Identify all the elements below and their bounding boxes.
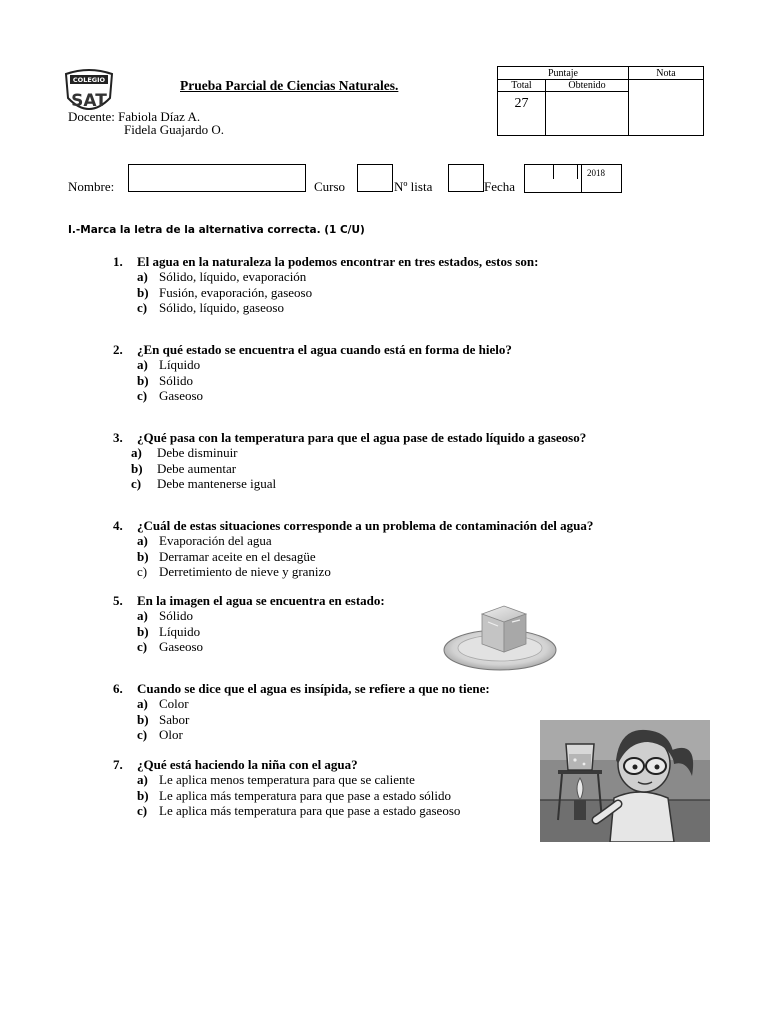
question-2 [113,342,512,404]
option-b[interactable]: b) Sólido [137,372,193,388]
option-b[interactable]: b) Le aplica más temperatura para que pase a estado sólido [137,787,452,803]
option-c[interactable]: c) Debe mantenerse igual [131,476,277,492]
obtenido-header: Obtenido [546,80,629,92]
fecha-label: Fecha [484,179,516,194]
question-number: 6. [113,681,123,696]
nlista-field[interactable] [448,164,484,192]
nota-cell[interactable] [629,80,704,136]
option-c[interactable]: c) Sólido, líquido, gaseoso [137,300,284,316]
option-b[interactable]: b) Derramar aceite en el desagüe [137,548,316,564]
option-b[interactable]: b) Debe aumentar [131,460,237,476]
ice-cube-image [442,592,562,674]
curso-field[interactable] [357,164,393,192]
option-a[interactable]: a) Sólido, líquido, evaporación [137,269,307,285]
option-c[interactable]: c) Derretimiento de nieve y granizo [137,564,331,580]
teacher-label: Docente: [68,109,115,124]
question-number: 3. [113,430,123,445]
nlista-label: Nº lista [394,179,433,194]
fecha-field[interactable] [524,164,622,193]
question-6 [113,681,490,743]
puntaje-header: Puntaje [498,67,629,80]
score-table [497,66,704,136]
curso-label: Curso [314,179,346,194]
teacher-name-2: Fidela Guajardo O. [124,122,225,137]
option-a[interactable]: a) Evaporación del agua [137,533,272,549]
option-b[interactable]: b) Líquido [137,623,201,639]
question-7 [113,757,460,819]
question-number: 7. [113,757,123,772]
question-number: 2. [113,342,123,357]
question-stem: ¿Qué está haciendo la niña con el agua? [137,757,358,772]
question-number: 1. [113,254,123,269]
option-a[interactable]: a) Debe disminuir [131,445,238,461]
option-a[interactable]: a) Le aplica menos temperatura para que se caliente [137,772,415,788]
option-c[interactable]: c) Le aplica más temperatura para que pase a estado gaseoso [137,803,461,819]
teacher-name-1: Fabiola Díaz A. [118,109,201,124]
question-stem: ¿Cuál de estas situaciones corresponde a un problema de contaminación del agua? [137,518,594,533]
question-stem: ¿Qué pasa con la temperatura para que el agua pase de estado líquido a gaseoso? [137,430,587,445]
option-b[interactable]: b) Fusión, evaporación, gaseoso [137,284,313,300]
option-c[interactable]: c) Gaseoso [137,388,204,404]
question-stem: El agua en la naturaleza la podemos encontrar en tres estados, estos son: [137,254,539,269]
logo-text: COLEGIO [72,76,106,85]
question-stem: ¿En qué estado se encuentra el agua cuando está en forma de hielo? [137,342,512,357]
question-number: 5. [113,593,123,608]
question-number: 4. [113,518,123,533]
option-a[interactable]: a) Sólido [137,608,193,624]
fecha-year: 2018 [587,168,605,178]
section-heading: I.-Marca la letra de la alternativa correcta. (1 C/U) [68,224,365,236]
option-a[interactable]: a) Color [137,696,189,712]
question-stem: Cuando se dice que el agua es insípida, se refiere a que no tiene: [137,681,490,696]
question-3 [113,430,586,492]
option-b[interactable]: b) Sabor [137,711,190,727]
option-a[interactable]: a) Líquido [137,357,201,373]
question-1 [113,254,538,316]
option-c[interactable]: c) Gaseoso [137,639,204,655]
logo-initials: SAT [71,91,107,111]
obtenido-cell[interactable] [546,92,629,136]
question-4 [113,518,593,580]
girl-heating-water-image [540,720,710,842]
total-header: Total [498,80,546,92]
question-stem: En la imagen el agua se encuentra en estado: [137,593,385,608]
page-title: Prueba Parcial de Ciencias Naturales. [180,78,399,93]
question-5 [113,593,385,655]
nombre-field[interactable] [128,164,306,192]
nombre-label: Nombre: [68,179,115,194]
option-c[interactable]: c) Olor [137,727,183,743]
nota-header: Nota [629,67,704,80]
total-value: 27 [498,92,546,136]
